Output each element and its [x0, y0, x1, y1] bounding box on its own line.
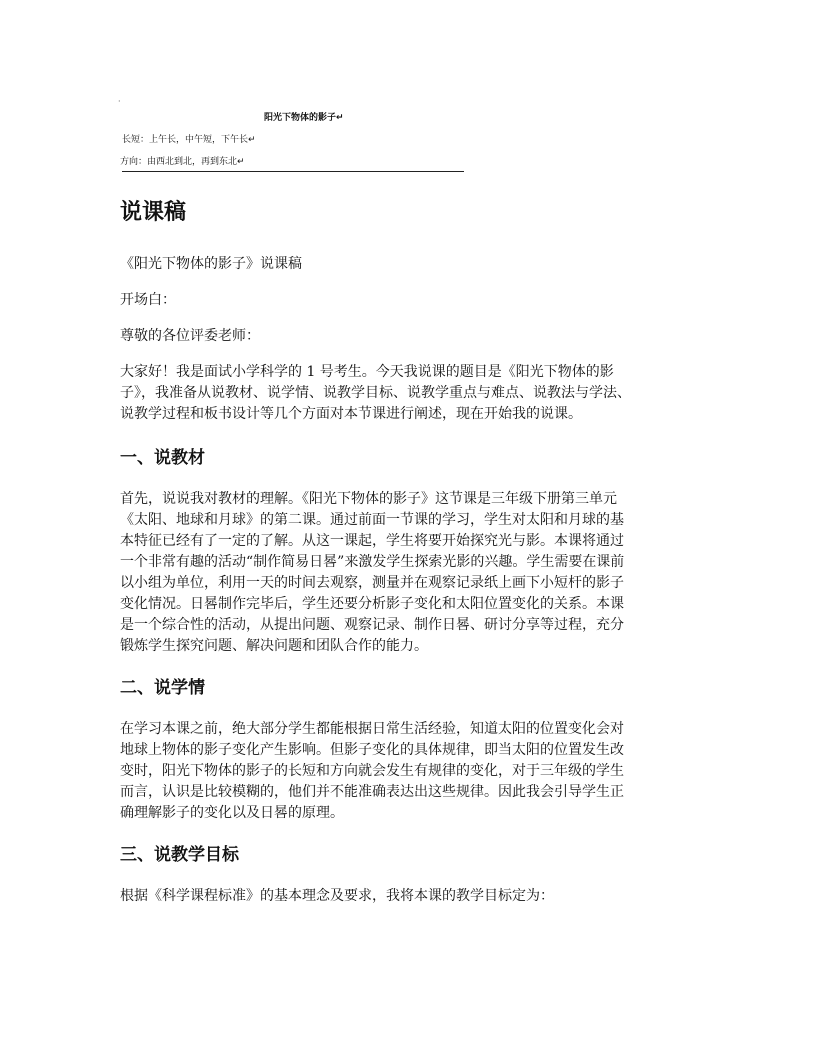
- text-line: 首先，说说我对教材的理解。《阳光下物体的影子》这节课是三年级下册第三单元: [120, 491, 617, 507]
- section-heading-objectives: 三、说教学目标: [120, 845, 239, 865]
- text-line: 地球上物体的影子变化产生影响。但影子变化的具体规律，即当太阳的位置发生改: [120, 742, 624, 758]
- text-line: 而言，认识是比较模糊的，他们并不能准确表达出这些规律。因此我会引导学生正: [120, 784, 624, 800]
- text-line: 本特征已经有了一定的了解。从这一课起，学生将要开始探究光与影。本课将通过: [120, 533, 624, 549]
- text-line: 说教学过程和板书设计等几个方面对本节课进行阐述，现在开始我的说课。: [120, 406, 582, 422]
- opening-label: 开场白：: [120, 292, 176, 308]
- greeting: 尊敬的各位评委老师：: [120, 328, 260, 344]
- students-paragraph: [120, 719, 710, 824]
- board-line-length: 长短：上午长，中午短，下午长↵: [122, 135, 256, 145]
- embedded-board-image: [118, 98, 464, 172]
- board-line-direction: 方向：由西北到北，再到东北↵: [120, 157, 245, 167]
- text-line: 根据《科学课程标准》的基本理念及要求，我将本课的教学目标定为：: [120, 888, 554, 904]
- textbook-paragraph: [120, 489, 710, 657]
- section-heading-students: 二、说学情: [120, 678, 205, 698]
- text-line: 变化情况。日晷制作完毕后，学生还要分析影子变化和太阳位置变化的关系。本课: [120, 596, 624, 612]
- section-heading-textbook: 一、说教材: [120, 448, 205, 468]
- document-title: 说课稿: [120, 200, 187, 225]
- board-title: 阳光下物体的影子↵: [264, 113, 344, 123]
- text-line: 《太阳、地球和月球》的第二课。通过前面一节课的学习，学生对太阳和月球的基: [120, 512, 624, 528]
- paragraph-mark: ·: [118, 97, 121, 106]
- text-line: 一个非常有趣的活动“制作简易日晷”来激发学生探索光影的兴趣。学生需要在课前: [120, 554, 625, 570]
- objectives-paragraph: [120, 886, 710, 907]
- text-line: 变时，阳光下物体的影子的长短和方向就会发生有规律的变化，对于三年级的学生: [120, 763, 624, 779]
- text-line: 子》，我准备从说教材、说学情、说教学目标、说教学重点与难点、说教法与学法、: [120, 385, 631, 401]
- lesson-subtitle: 《阳光下物体的影子》说课稿: [120, 256, 302, 272]
- text-line: 在学习本课之前，绝大部分学生都能根据日常生活经验，知道太阳的位置变化会对: [120, 721, 624, 737]
- text-line: 以小组为单位，利用一天的时间去观察，测量并在观察记录纸上画下小短杆的影子: [120, 575, 624, 591]
- horizontal-divider: [122, 171, 464, 172]
- text-line: 大家好！我是面试小学科学的 1 号考生。今天我说课的题目是《阳光下物体的影: [120, 364, 614, 380]
- text-line: 是一个综合性的活动，从提出问题、观察记录、制作日晷、研讨分享等过程，充分: [120, 617, 624, 633]
- text-line: 确理解影子的变化以及日晷的原理。: [120, 805, 344, 821]
- intro-paragraph: [120, 362, 710, 425]
- text-line: 锻炼学生探究问题、解决问题和团队合作的能力。: [120, 638, 428, 654]
